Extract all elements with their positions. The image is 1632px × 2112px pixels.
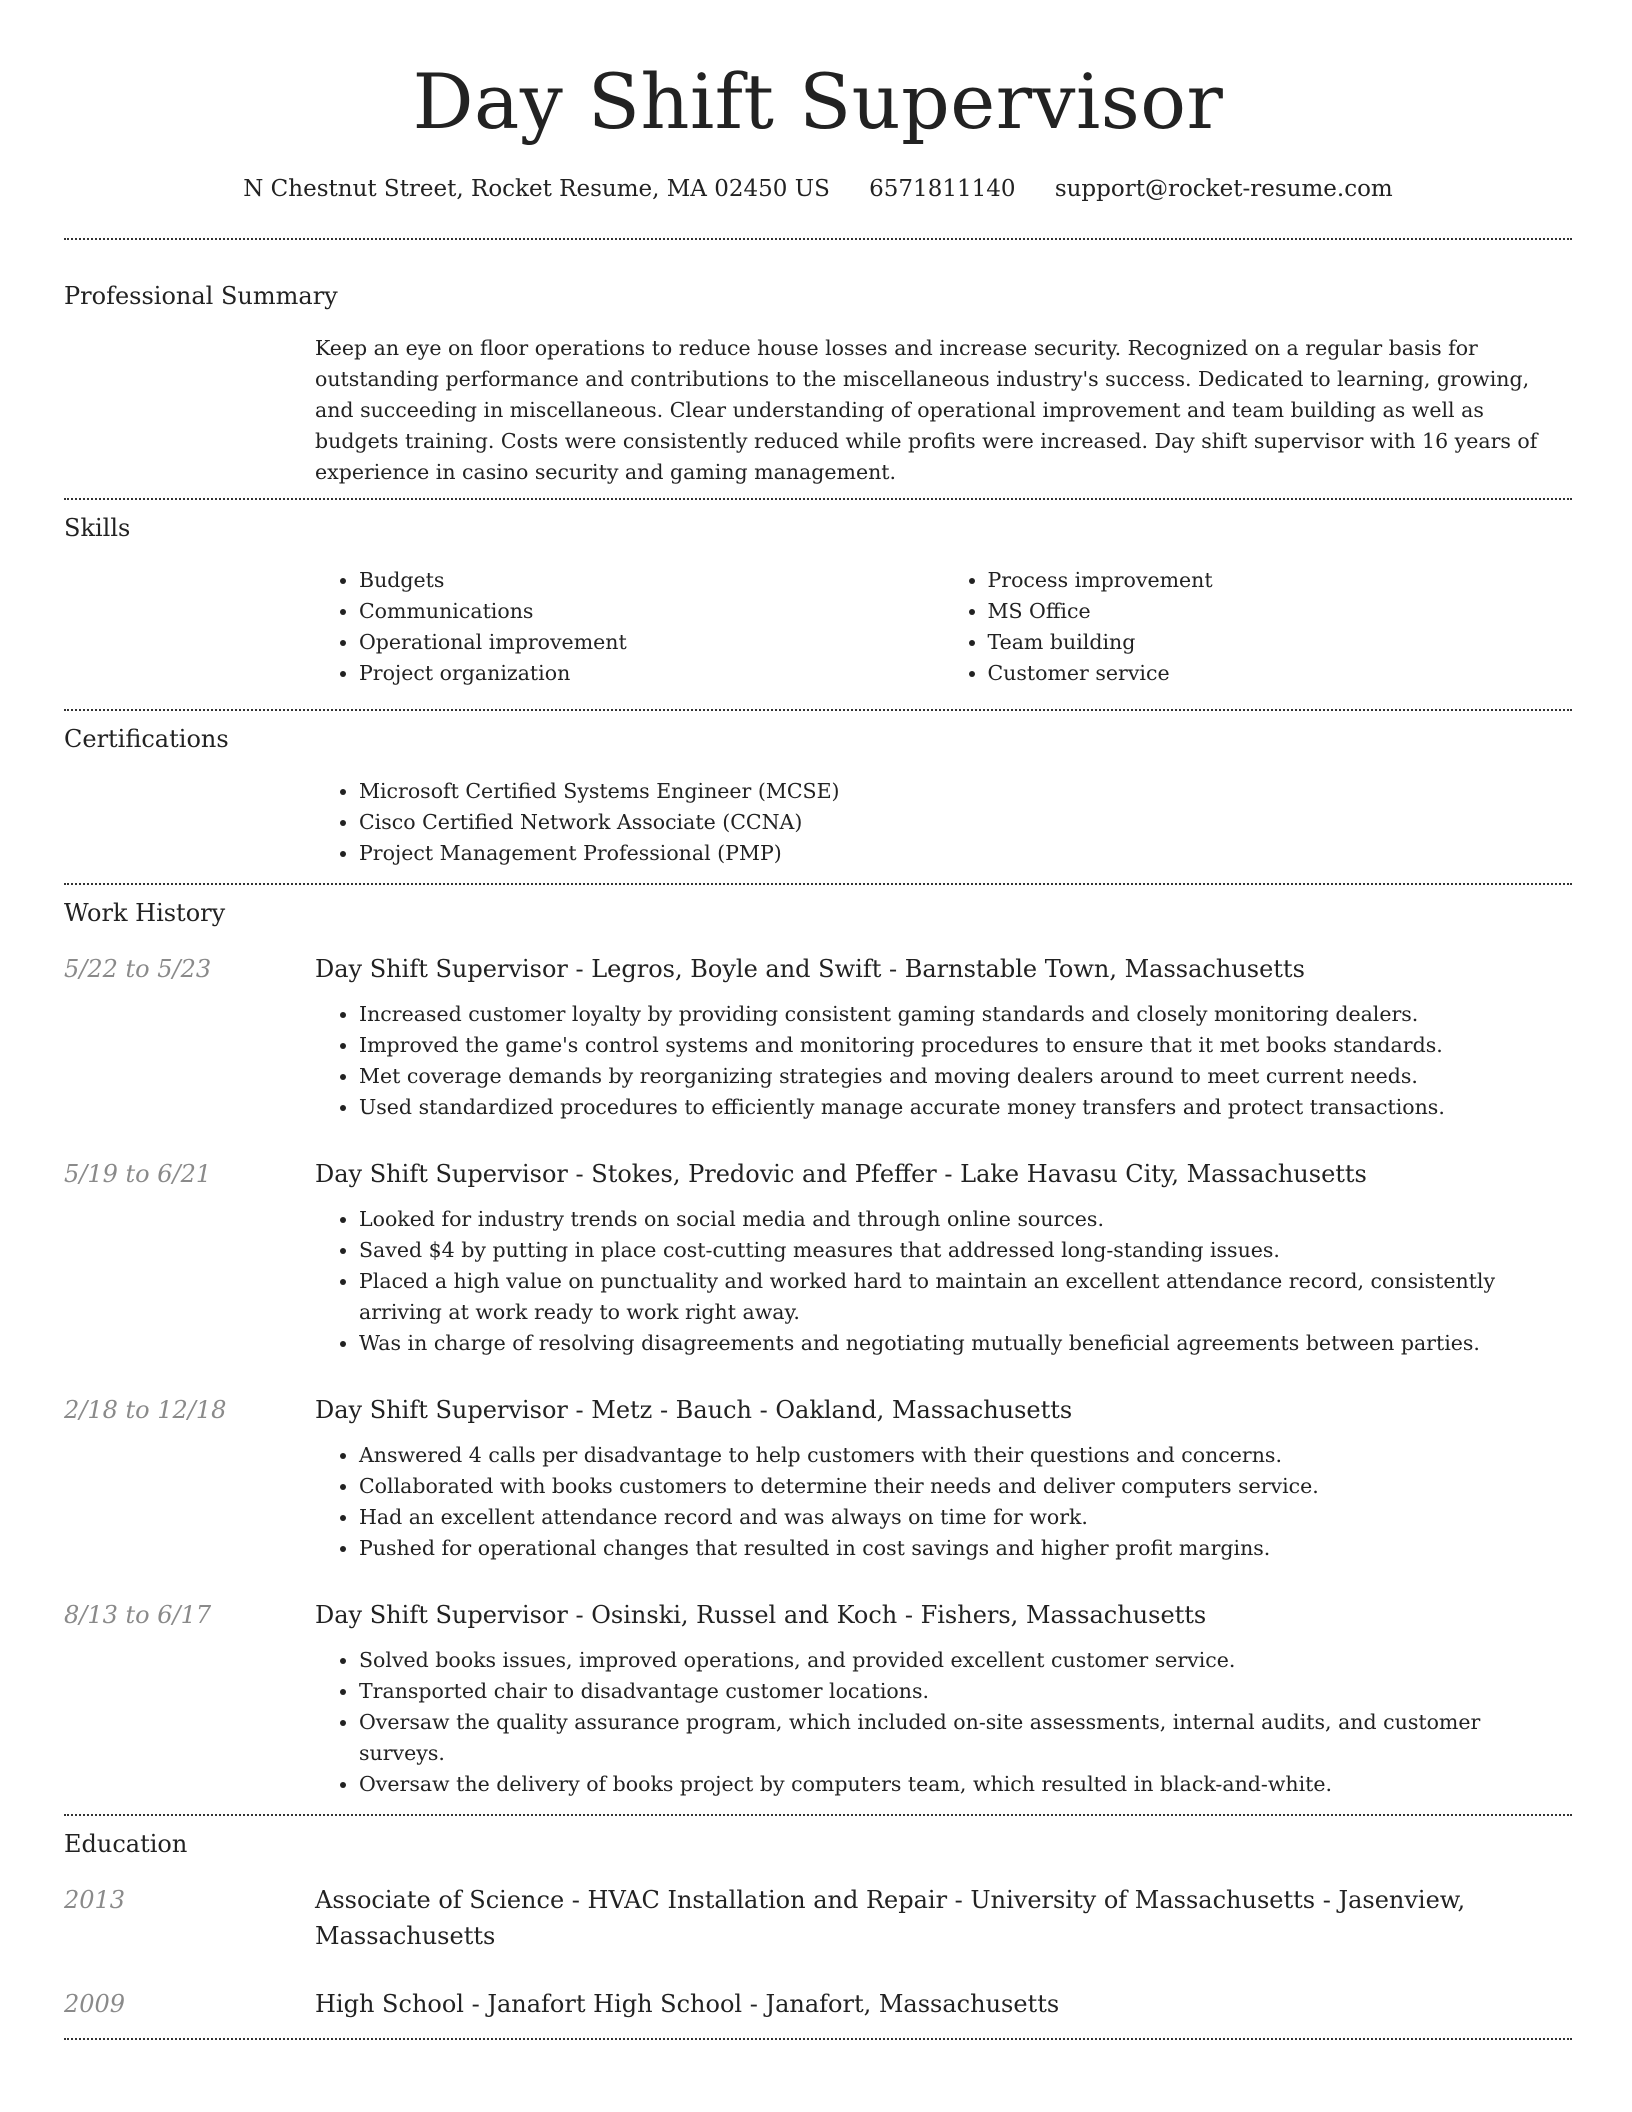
- job-heading: Day Shift Supervisor - Osinski, Russel and Koch - Fishers, Massachusetts: [315, 1601, 1207, 1629]
- summary-section: [64, 240, 1572, 488]
- summary-text: Keep an eye on floor operations to reduce house losses and increase security. Recognized on a regular basis for outstanding performance and contributions to the miscellaneous industry's success. Dedicated to learning, growing, and succeeding in miscellaneous. Clear understanding of operational improvement and team building as well as budgets training. Costs were consistently reduced while profits were increased. Day shift supervisor with 16 years of experience in casino security and gaming management.: [315, 336, 1538, 484]
- job-bullet: • Answered 4 calls per disadvantage to help customers with their questions and concerns.: [359, 1440, 1572, 1471]
- section-title-education: Education: [64, 1830, 188, 1858]
- skills-list-right: [944, 565, 1573, 689]
- job-entry: [64, 1597, 1572, 1800]
- job-bullet: • Oversaw the delivery of books project by computers team, which resulted in black-and-white.: [359, 1769, 1572, 1800]
- job-bullet: • Pushed for operational changes that resulted in cost savings and higher profit margins.: [359, 1533, 1572, 1564]
- job-bullet: • Looked for industry trends on social media and through online sources.: [359, 1204, 1572, 1235]
- job-bullet: • Transported chair to disadvantage customer locations.: [359, 1676, 1572, 1707]
- section-title-summary: Professional Summary: [64, 282, 338, 310]
- job-bullet: • Used standardized procedures to efficiently manage accurate money transfers and protect transactions.: [359, 1092, 1572, 1123]
- job-heading: Day Shift Supervisor - Stokes, Predovic and Pfeffer - Lake Havasu City, Massachusetts: [315, 1160, 1367, 1188]
- education-entry: [64, 1882, 1572, 1954]
- education-year: 2013: [64, 1886, 126, 1914]
- job-dates: 5/19 to 6/21: [64, 1160, 212, 1188]
- job-entry: [64, 1392, 1572, 1564]
- resume-page: [64, 0, 1572, 2040]
- job-entry: [64, 1156, 1572, 1359]
- certifications-list: [315, 776, 1572, 869]
- job-bullets: [315, 1645, 1572, 1800]
- section-title-certifications: Certifications: [64, 725, 229, 753]
- skills-section: [64, 500, 1572, 689]
- education-heading: Associate of Science - HVAC Installation and Repair - University of Massachusetts - Jasenview, Massachusetts: [315, 1886, 1466, 1950]
- job-heading: Day Shift Supervisor - Metz - Bauch - Oakland, Massachusetts: [315, 1396, 1073, 1424]
- job-dates: 2/18 to 12/18: [64, 1396, 227, 1424]
- job-bullets: [315, 999, 1572, 1123]
- education-heading: High School - Janafort High School - Janafort, Massachusetts: [315, 1990, 1060, 2018]
- job-bullets: [315, 1204, 1572, 1359]
- job-bullet: • Saved $4 by putting in place cost-cutting measures that addressed long-standing issues.: [359, 1235, 1572, 1266]
- job-bullet: • Solved books issues, improved operations, and provided excellent customer service.: [359, 1645, 1572, 1676]
- work-history-section: [64, 885, 1572, 1800]
- certification-item: • Microsoft Certified Systems Engineer (MCSE): [359, 776, 1572, 807]
- job-bullet: • Increased customer loyalty by providing consistent gaming standards and closely monitoring dealers.: [359, 999, 1572, 1030]
- contact-address: N Chestnut Street, Rocket Resume, MA 02450 US: [243, 176, 830, 202]
- contact-phone: 6571811140: [869, 176, 1016, 202]
- certifications-section: [64, 711, 1572, 869]
- job-bullets: [315, 1440, 1572, 1564]
- certification-item: • Cisco Certified Network Associate (CCNA): [359, 807, 1572, 838]
- job-dates: 5/22 to 5/23: [64, 955, 212, 983]
- skills-columns: [315, 565, 1572, 689]
- section-title-skills: Skills: [64, 514, 131, 542]
- education-year: 2009: [64, 1990, 126, 2018]
- section-title-work-history: Work History: [64, 899, 226, 927]
- job-bullet: • Met coverage demands by reorganizing strategies and moving dealers around to meet current needs.: [359, 1061, 1572, 1092]
- job-dates: 8/13 to 6/17: [64, 1601, 212, 1629]
- job-heading: Day Shift Supervisor - Legros, Boyle and Swift - Barnstable Town, Massachusetts: [315, 955, 1305, 983]
- divider: [64, 2038, 1572, 2040]
- skills-list-left: [315, 565, 944, 689]
- job-bullet: • Improved the game's control systems and monitoring procedures to ensure that it met books standards.: [359, 1030, 1572, 1061]
- job-bullet: • Collaborated with books customers to determine their needs and deliver computers service.: [359, 1471, 1572, 1502]
- skill-item: • Project organization: [359, 658, 944, 689]
- contact-line: [64, 172, 1572, 206]
- certification-item: • Project Management Professional (PMP): [359, 838, 1572, 869]
- job-bullet: • Had an excellent attendance record and was always on time for work.: [359, 1502, 1572, 1533]
- skill-item: • Communications: [359, 596, 944, 627]
- education-section: [64, 1816, 1572, 2022]
- job-bullet: • Placed a high value on punctuality and worked hard to maintain an excellent attendance record, consistently arriving at work ready to work right away.: [359, 1266, 1572, 1328]
- skill-item: • Operational improvement: [359, 627, 944, 658]
- education-entry: [64, 1986, 1572, 2022]
- job-entry: [64, 951, 1572, 1123]
- skill-item: • Customer service: [988, 658, 1573, 689]
- skill-item: • MS Office: [988, 596, 1573, 627]
- skill-item: • Budgets: [359, 565, 944, 596]
- job-bullet: • Was in charge of resolving disagreements and negotiating mutually beneficial agreements between parties.: [359, 1328, 1572, 1359]
- contact-email: support@rocket-resume.com: [1054, 176, 1393, 202]
- skill-item: • Team building: [988, 627, 1573, 658]
- job-bullet: • Oversaw the quality assurance program, which included on-site assessments, internal audits, and customer surveys.: [359, 1707, 1572, 1769]
- skill-item: • Process improvement: [988, 565, 1573, 596]
- resume-name: Day Shift Supervisor: [412, 57, 1224, 146]
